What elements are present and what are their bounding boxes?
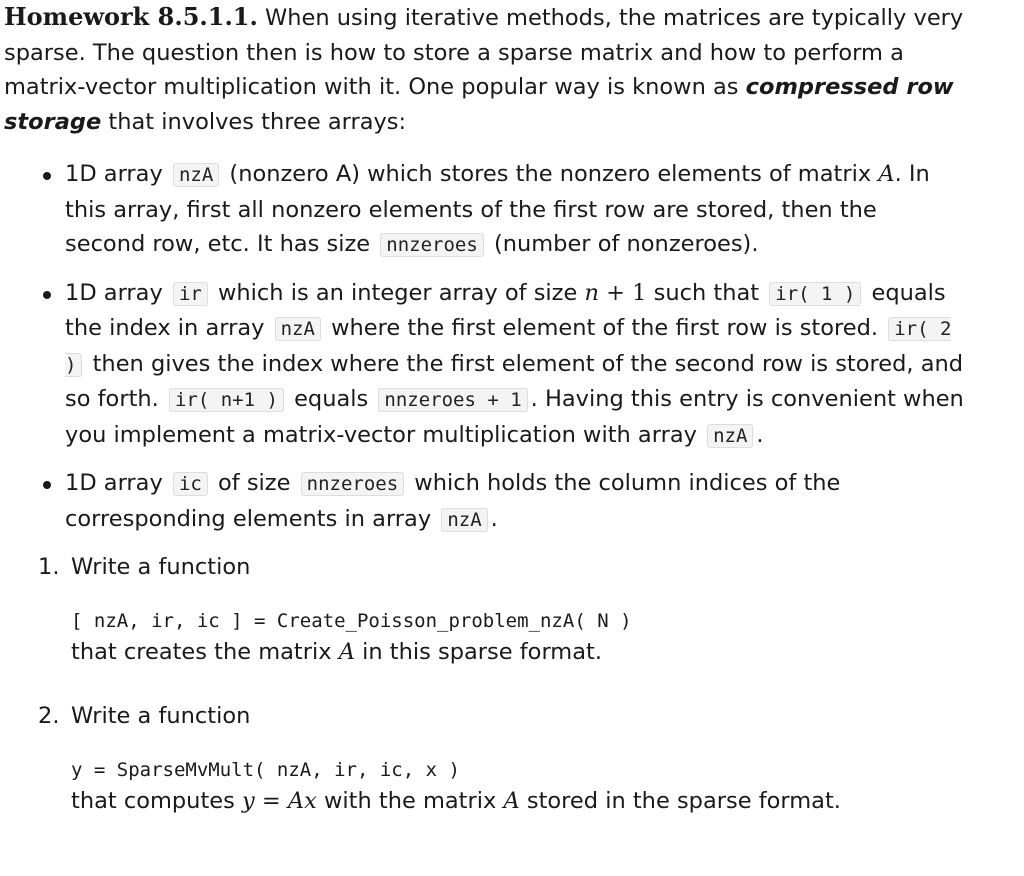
text: 1D array: [65, 161, 170, 187]
code-nza: nzA: [441, 508, 487, 532]
code-nza: nzA: [707, 424, 753, 448]
task-number: 2.: [38, 703, 60, 729]
text: equals: [286, 386, 376, 412]
text: that creates the matrix: [71, 638, 339, 665]
task-lead: Write a function: [71, 554, 251, 580]
text: (number of nonzeroes).: [486, 231, 759, 257]
math-A: A: [503, 787, 520, 814]
function-signature: [ nzA, ir, ic ] = Create_Poisson_problem_nzA( N ): [71, 609, 632, 632]
text: 1D array: [65, 470, 170, 496]
code-ir: ir: [173, 282, 208, 306]
code-ic: ic: [173, 472, 208, 496]
math-plus-one: + 1: [599, 279, 647, 306]
text: such that: [646, 279, 767, 306]
code-ir-1: ir( 1 ): [769, 282, 861, 306]
text: where the first element of the first row is stored.: [323, 315, 886, 341]
math-Ax: Ax: [287, 787, 317, 814]
task-description: [71, 635, 964, 670]
intro-text-end: that involves three arrays:: [101, 108, 407, 135]
bullet-icon: [43, 291, 51, 299]
intro-text: When using iterative methods, the matrices are typically very sparse. The question then is how to store a sparse matrix and how to perform a matrix-vector multiplication with it. One popular way is known as: [4, 5, 964, 100]
text: with the matrix: [316, 787, 504, 814]
math-A: A: [338, 638, 355, 665]
code-nnzeroes: nnzeroes: [301, 472, 405, 496]
emphasis-term: compressed row storage: [4, 74, 954, 135]
intro-paragraph: [4, 0, 964, 139]
text: which holds the column indices of the corresponding elements in array: [65, 470, 841, 532]
text: (nonzero A) which stores the nonzero elements of matrix: [222, 161, 879, 187]
bullet-icon: [43, 172, 51, 180]
math-y: y: [241, 787, 255, 814]
text: .: [490, 505, 498, 532]
list-item-nza: [65, 157, 964, 263]
task-lead: Write a function: [71, 703, 251, 729]
text: then gives the index where the first element of the second row is stored, and so forth.: [65, 350, 964, 412]
text: stored in the sparse format.: [519, 787, 841, 814]
text: which is an integer array of size: [210, 279, 585, 306]
array-list: [4, 157, 964, 537]
code-ir-2: ir( 2 ): [65, 318, 952, 376]
list-item-ir: [65, 276, 964, 454]
text: that computes: [71, 787, 242, 814]
code-nza: nzA: [173, 163, 219, 187]
text: . Having this entry is convenient when you implement a matrix-vector multiplication with array: [65, 386, 964, 448]
list-item-ic: [65, 466, 964, 537]
task-list: [4, 550, 964, 818]
text: equals the index in array: [65, 279, 946, 341]
homework-title: Homework 8.5.1.1.: [4, 2, 258, 31]
math-equals: =: [254, 787, 288, 814]
function-signature: y = SparseMvMult( nzA, ir, ic, x ): [71, 758, 460, 781]
task-item-1: [38, 550, 964, 669]
task-item-2: [38, 699, 964, 818]
math-A: A: [878, 161, 895, 187]
code-nnzeroes: nnzeroes: [380, 233, 484, 257]
math-n: n: [584, 279, 599, 306]
text: . In this array, first all nonzero elements of the first row are stored, then the second row, etc. It has size: [65, 161, 930, 257]
text: .: [756, 421, 764, 448]
task-description: [71, 784, 964, 819]
code-ir-n-plus-1: ir( n+1 ): [169, 388, 284, 412]
task-number: 1.: [38, 554, 60, 580]
code-nnzeroes-plus-1: nnzeroes + 1: [378, 388, 527, 412]
text: in this sparse format.: [354, 638, 602, 665]
text: 1D array: [65, 279, 170, 306]
bullet-icon: [43, 481, 51, 489]
code-nza: nzA: [275, 317, 321, 341]
text: of size: [210, 470, 298, 496]
